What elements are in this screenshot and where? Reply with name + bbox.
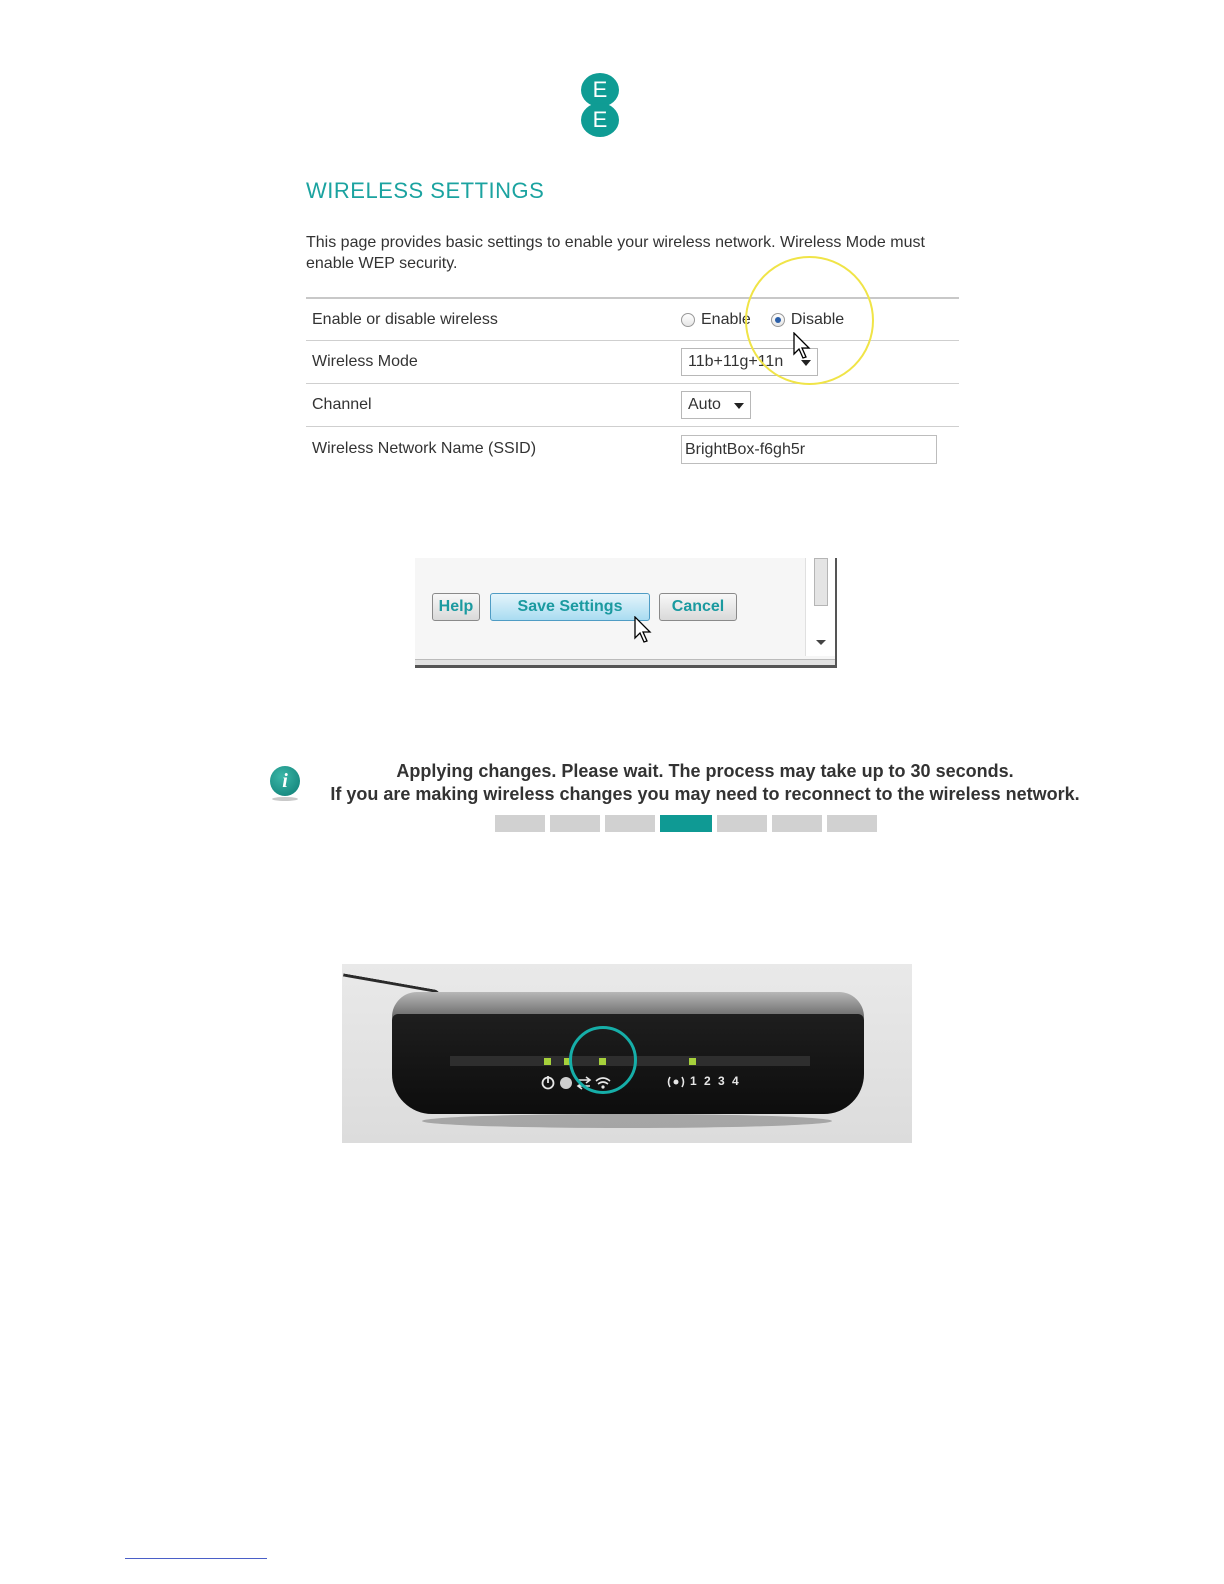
scrollbar[interactable] <box>805 558 835 656</box>
ethernet-port-labels: 1 2 3 4 <box>690 1074 741 1088</box>
enable-radio-label: Enable <box>701 311 751 328</box>
save-settings-button[interactable]: Save Settings <box>490 593 650 621</box>
progress-segment <box>827 815 877 832</box>
enable-wireless-label: Enable or disable wireless <box>312 311 498 328</box>
ssid-input[interactable] <box>681 435 937 464</box>
router-shadow <box>422 1114 832 1128</box>
disable-radio-label: Disable <box>790 311 845 328</box>
channel-label: Channel <box>312 396 372 413</box>
page-title: WIRELESS SETTINGS <box>306 178 545 203</box>
info-icon-shadow <box>272 797 298 801</box>
progress-segment-active <box>660 815 712 832</box>
channel-select[interactable] <box>681 391 751 419</box>
row-enable-wireless <box>306 299 959 341</box>
progress-segment <box>772 815 822 832</box>
footer-link-underline <box>125 1558 267 1559</box>
chevron-down-icon <box>734 403 744 409</box>
progress-indicator <box>495 815 877 832</box>
power-led-icon <box>544 1058 551 1065</box>
ee-logo <box>581 73 619 137</box>
ssid-label: Wireless Network Name (SSID) <box>312 440 537 457</box>
wireless-settings-table <box>306 297 959 471</box>
window-edge <box>415 659 835 665</box>
scroll-down-icon[interactable] <box>816 640 826 645</box>
enable-wireless-radio-group <box>681 311 864 329</box>
button-bar <box>415 558 837 668</box>
row-wireless-mode <box>306 341 959 384</box>
reconnect-message: If you are making wireless changes you may need to reconnect to the wireless network. <box>330 784 1080 804</box>
wps-led-icon <box>689 1058 696 1065</box>
router-photo <box>342 964 912 1143</box>
chevron-down-icon <box>801 360 811 366</box>
logo-letter-top: E <box>581 73 619 107</box>
cancel-button[interactable]: Cancel <box>659 593 737 621</box>
logo-letter-bottom: E <box>581 103 619 137</box>
progress-segment <box>550 815 600 832</box>
description-line-1: This page provides basic settings to enable your wireless network. Wireless Mode must <box>306 234 925 251</box>
page-description <box>306 232 960 274</box>
enable-radio[interactable] <box>681 313 695 327</box>
progress-segment <box>717 815 767 832</box>
progress-segment <box>605 815 655 832</box>
progress-segment <box>495 815 545 832</box>
wireless-mode-select[interactable] <box>681 348 818 376</box>
enable-radio-option[interactable] <box>681 311 751 329</box>
channel-value: Auto <box>688 396 721 413</box>
help-button[interactable]: Help <box>432 593 480 621</box>
disable-radio[interactable] <box>771 313 785 327</box>
applying-message: Applying changes. Please wait. The process may take up to 30 seconds. <box>396 761 1014 781</box>
row-ssid <box>306 427 959 471</box>
wireless-mode-label: Wireless Mode <box>312 353 418 370</box>
row-channel <box>306 384 959 427</box>
scrollbar-thumb[interactable] <box>814 558 828 606</box>
wps-icon <box>666 1075 686 1089</box>
info-icon: i <box>270 766 300 796</box>
description-line-2: enable WEP security. <box>306 255 458 272</box>
wireless-mode-value: 11b+11g+11n <box>688 353 784 370</box>
disable-radio-option[interactable] <box>771 311 844 329</box>
wireless-light-highlight <box>569 1026 637 1094</box>
